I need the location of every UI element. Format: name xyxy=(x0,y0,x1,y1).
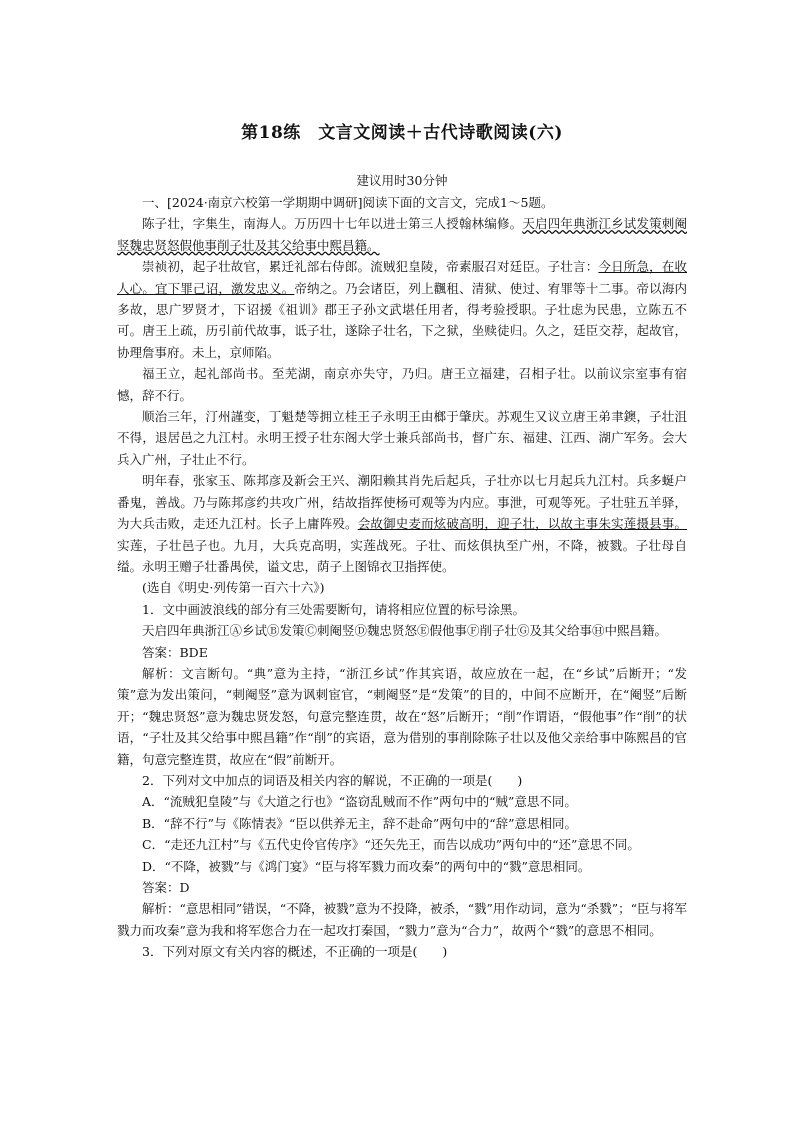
question-2-answer: 答案：D xyxy=(142,880,190,895)
passage-paragraph-5: 明年春，张家玉、陈邦彦及新会王兴、潮阳赖其肖先后起兵，子壮亦以七月起兵九江村。兵多蜒户番鬼，善战。乃与陈邦彦约共攻广州，结故指挥使杨可观等为内应。事泄，可观等死。子壮驻五羊驿，为大兵击败，走还九江村。长子上庸阵殁。会故御史麦而炫破高明，迎子壮，以故主事朱实莲摄县事。实莲，子壮邑子也。九月，大兵克高明，实莲战死。子壮、而炫俱执至广州，不降，被戮。子壮母自缢。永明王赠子壮番禺侯，谥文忠，荫子上图锦衣卫指挥使。 xyxy=(117,473,687,574)
page-title: 第18练 文言文阅读＋古代诗歌阅读(六) xyxy=(241,123,563,143)
question-3-stem: 3．下列对原文有关内容的概述，不正确的一项是( ) xyxy=(142,944,448,960)
question-1-stem: 1．文中画波浪线的部分有三处需要断句，请将相应位置的标号涂黑。 xyxy=(142,601,525,617)
question-2-option-a: A．“流贼犯皇陵”与《大道之行也》“盗窃乱贼而不作”两句中的“贼”意思不同。 xyxy=(142,794,577,810)
question-1-analysis: 解析：文言断句。“典”意为主持，“浙江乡试”作其宾语，故应放在一起，在“乡试”后断开；“发策”意为发出策问，“刺阉竖”意为讽刺宦官，“刺阉竖”是“发策”的目的，中间不应断开，在“阉竖”后断开；“魏忠贤怒”意为魏忠贤发怒，句意完整连贯，故在“怒”后断开；“削”作谓语，“假他事”作“削”的状语，“子壮及其父给事中熙昌籍”作“削”的宾语，意为借别的事削除陈子壮以及他父亲给事中陈熙昌的官籍，句意完整连贯，故应在“假”前断开。 xyxy=(117,665,687,767)
question-2-option-b: B．“辞不行”与《陈情表》“臣以供养无主，辞不赴命”两句中的“辞”意思相同。 xyxy=(142,815,578,831)
question-2-stem: 2．下列对文中加点的词语及相关内容的解说，不正确的一项是( ) xyxy=(142,772,523,788)
passage-source: (选自《明史·列传第一百六十六》) xyxy=(142,580,325,596)
underlined-sentence-1: 今日所急，在收人心。宜下罪己诏，激发忠义。 xyxy=(117,259,687,296)
question-1-answer: 答案：BDE xyxy=(142,644,208,660)
section-intro: 一、[2024·南京六校第一学期期中调研]阅读下面的文言文，完成1～5题。 xyxy=(142,195,554,210)
wavy-underlined-sentence: 天启四年典浙江乡试发策刺阉竖魏忠贤怒假他事削子壮及其父给事中熙昌籍。 xyxy=(117,216,687,253)
question-2-analysis: 解析：“意思相同”错误，“不降，被戮”意为不投降，被杀，“戮”用作动词，意为“杀戮”；“臣与将军戮力而攻秦”意为我和将军您合力在一起攻打秦国，“戮力”意为“合力”，故两个“戮”的意思不相同。 xyxy=(117,901,688,938)
passage-paragraph-4: 顺治三年，汀州謹变，丁魁楚等拥立桂王子永明王由榔于肇庆。苏观生又议立唐王弟聿鐭，子壮沮不得，退居邑之九江村。永明王授子壮东阁大学士兼兵部尚书，督广东、福建、江西、湖广军务。会大兵入广州，子壮止不行。 xyxy=(117,409,687,467)
question-1-marked-sentence: 天启四年典浙江Ⓐ乡试Ⓑ发策Ⓒ刺阉竖Ⓓ魏忠贤怒Ⓔ假他事Ⓕ削子壮Ⓖ及其父给事Ⓗ中熙昌籍。 xyxy=(142,623,668,639)
document-page xyxy=(117,118,687,963)
question-2-option-c: C．“走还九江村”与《五代史伶官传序》“还矢先王，而告以成功”两句中的“还”意思不同。 xyxy=(142,837,640,853)
passage-paragraph-1: 陈子壮，字集生，南海人。万历四十七年以进士第三人授翰林编修。天启四年典浙江乡试发策刺阉竖魏忠贤怒假他事削子壮及其父给事中熙昌籍。 xyxy=(117,216,687,253)
passage-paragraph-2: 崇祯初，起子壮故官，累迁礼部右侍郎。流贼犯皇陵，帝素服召对廷臣。子壮言：今日所急，在收人心。宜下罪己诏，激发忠义。帝纳之。乃会诸臣，列上飌租、清狱、使过、宥罪等十二事。帝以海内多故，思广罗贤才，下诏援《祖训》郡王子孙文武堪任用者，得考验授职。子壮虑为民患，立陈五不可。唐王上疏，历引前代故事，诋子壮，遂除子壮名，下之狱，坐赎徒归。久之，廷臣交荐，起故官，协理詹事府。未上，京师陷。 xyxy=(117,259,687,360)
passage-paragraph-3: 福王立，起礼部尚书。至芜湖，南京亦失守，乃归。唐王立福建，召相子壮。以前议宗室事有宿憾，辞不行。 xyxy=(117,366,687,403)
time-note: 建议用时30分钟 xyxy=(356,173,448,188)
underlined-sentence-2: 会故御史麦而炫破高明，迎子壮，以故主事朱实莲摄县事。 xyxy=(357,516,687,532)
question-2-option-d: D．“不降，被戮”与《鸿门宴》“臣与将军戮力而攻秦”的两句中的“戮”意思相同。 xyxy=(142,858,591,874)
